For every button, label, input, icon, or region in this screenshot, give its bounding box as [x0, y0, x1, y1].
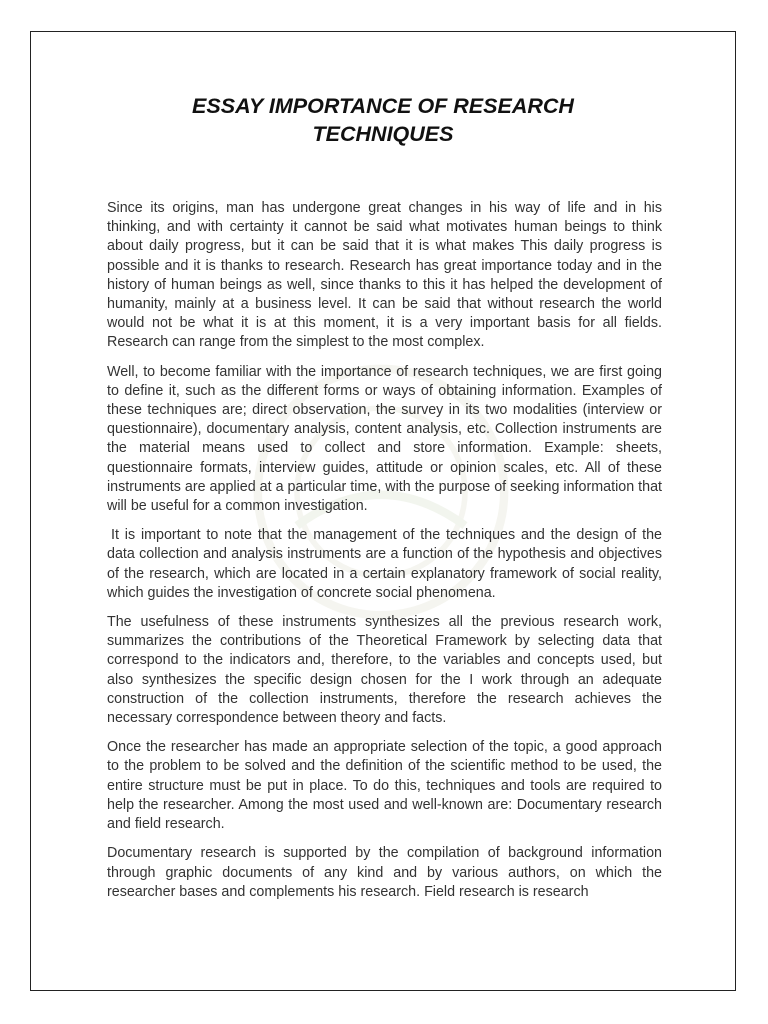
title-line-2: TECHNIQUES — [312, 122, 454, 146]
document-page — [30, 31, 736, 991]
document-body — [107, 199, 662, 902]
document-title — [31, 92, 735, 148]
paragraph-2: Well, to become familiar with the importance of research techniques, we are first going to define it, such as the different forms or ways of obtaining information. Examples of these techniques are; direct observation, the survey in its two modalities (interview or questionnaire), documentary analysis, content analysis, etc. Collection instruments are the material means used to collect and store information. Example: sheets, questionnaire formats, interview guides, attitude or opinion scales, etc. All of these instruments are applied at a particular time, with the purpose of seeking information that will be useful for a common investigation. — [107, 363, 662, 515]
title-line-1: ESSAY IMPORTANCE OF RESEARCH — [192, 94, 574, 118]
paragraph-6: Documentary research is supported by the compilation of background information through graphic documents of any kind and by various authors, on which the researcher bases and complements his research. Field research is research — [107, 845, 662, 900]
paragraph-4: The usefulness of these instruments synthesizes all the previous research work, summarizes the contributions of the Theoretical Framework by selecting data that correspond to the indicators and, therefore, to the variables and concepts used, but also synthesizes the specific design chosen for the I work through an adequate construction of the collection instruments, therefore the research achieves the necessary correspondence between theory and facts. — [107, 614, 662, 727]
paragraph-1: Since its origins, man has undergone great changes in his way of life and in his thinking, and with certainty it cannot be said what motivates human beings to think about daily progress, but it can be said that it is what makes This daily progress is possible and it is thanks to research. Research has great importance today and in the history of human beings as well, since thanks to this it has helped the development of humanity, mainly at a business level. It can be said that without research the world would not be what it is at this moment, it is a very important basis for all fields. Research can range from the simplest to the most complex. — [107, 200, 662, 351]
paragraph-3: It is important to note that the management of the techniques and the design of the data collection and analysis instruments are a function of the hypothesis and objectives of the research, which are located in a certain explanatory framework of social reality, which guides the investigation of concrete social phenomena. — [107, 527, 662, 601]
paragraph-5: Once the researcher has made an appropriate selection of the topic, a good approach to the problem to be solved and the definition of the scientific method to be used, the entire structure must be put in place. To do this, techniques and tools are required to help the researcher. Among the most used and well-known are: Documentary research and field research. — [107, 739, 662, 833]
